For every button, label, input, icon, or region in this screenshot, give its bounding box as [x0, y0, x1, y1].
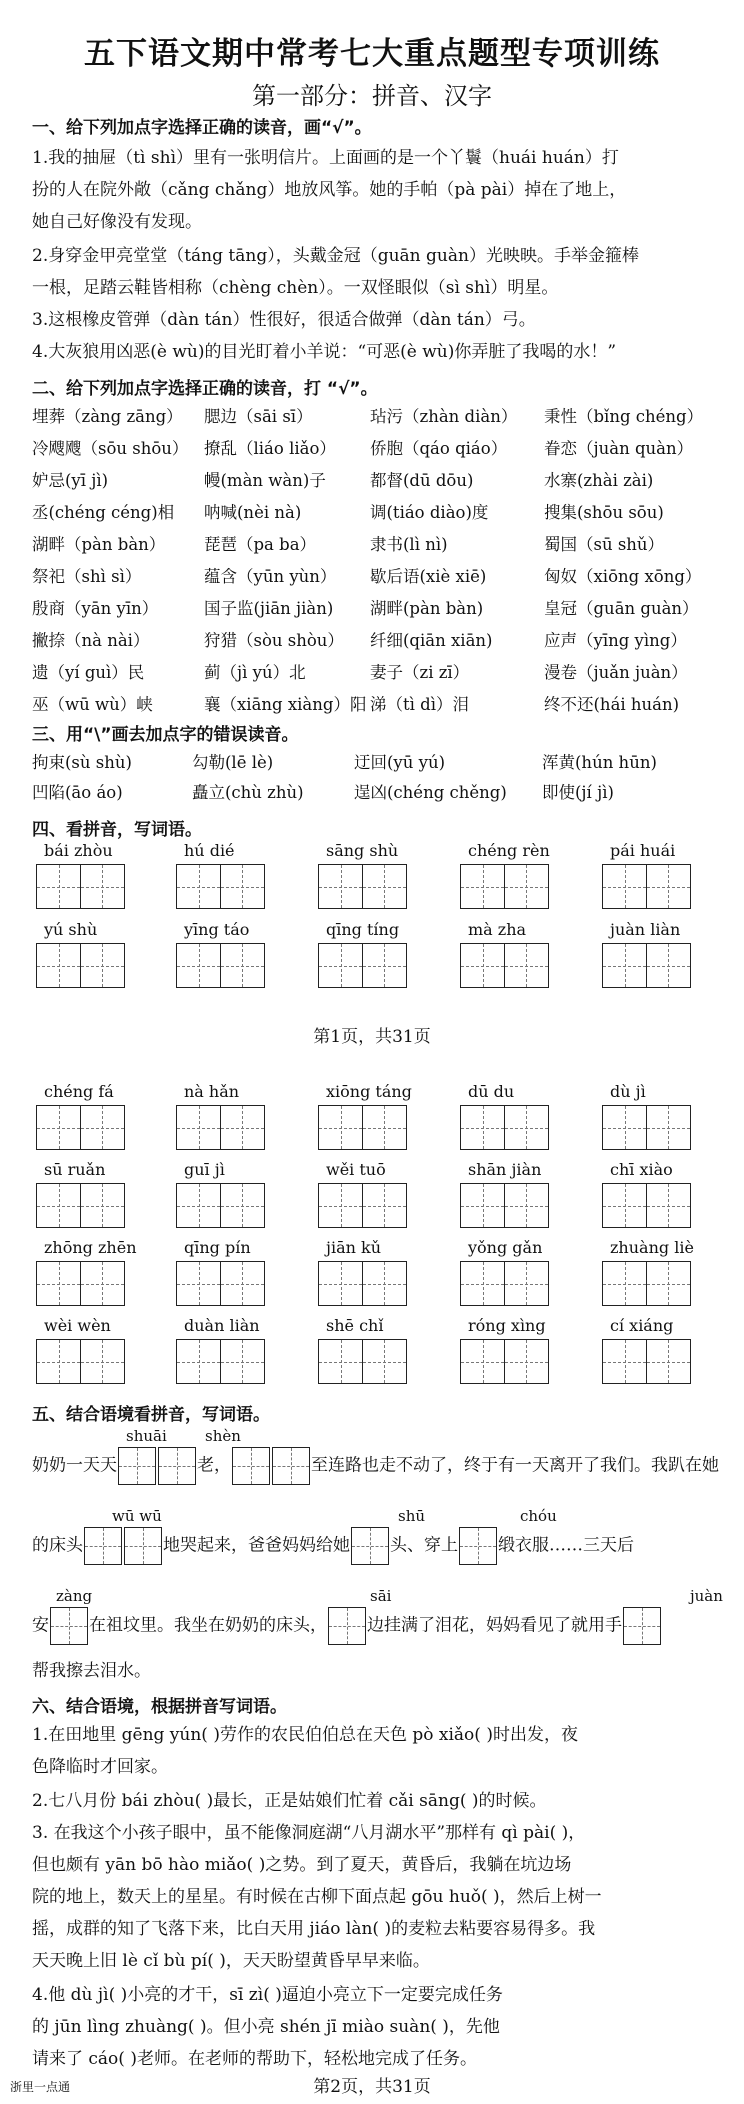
pinyin-label: chóu	[520, 1507, 557, 1525]
write-box[interactable]	[50, 1607, 88, 1645]
table-row	[32, 626, 722, 656]
section-1-heading: 一、给下列加点字选择正确的读音，画“√”。	[32, 118, 372, 138]
table-cell[interactable]: 撩乱（liáo liǎo）	[204, 439, 336, 458]
write-box[interactable]	[504, 1261, 549, 1306]
pinyin-label: chéng fá	[44, 1082, 114, 1101]
write-box[interactable]	[362, 943, 407, 988]
write-box[interactable]	[36, 943, 81, 988]
table-cell[interactable]: 应声（yīng yìng）	[544, 631, 687, 650]
character-box-pair	[318, 1339, 407, 1384]
table-row	[32, 530, 722, 560]
write-box[interactable]	[460, 943, 505, 988]
pinyin-label: yú shù	[44, 920, 98, 939]
section-6-line: 天天晚上旧 lè cǐ bù pí( )，天天盼望黄昏早早来临。	[32, 1951, 430, 1971]
write-box[interactable]	[460, 1183, 505, 1228]
pinyin-label: pái huái	[610, 841, 676, 860]
context-text: 奶奶一天天	[32, 1455, 117, 1476]
character-box-pair	[176, 1105, 265, 1150]
table-row	[32, 402, 722, 432]
section-6-line: 请来了 cáo( )老师。在老师的帮助下，轻松地完成了任务。	[32, 2049, 477, 2069]
pinyin-label: juàn	[690, 1587, 723, 1605]
section-6-line: 1.在田地里 gēng yún( )劳作的农民伯伯总在天色 pò xiǎo( )时出发，夜	[32, 1725, 578, 1745]
character-box-pair	[176, 1183, 265, 1228]
table-cell[interactable]: 搜集(shōu sōu)	[544, 503, 664, 522]
character-box-pair	[318, 943, 407, 988]
pinyin-label: yǒng gǎn	[468, 1238, 543, 1257]
pinyin-label: qīng tíng	[326, 920, 400, 939]
pinyin-label: dù jì	[610, 1082, 646, 1101]
table-cell[interactable]: 凹陷(āo áo)	[32, 783, 123, 802]
character-box-pair	[176, 1261, 265, 1306]
table-cell[interactable]: 侨胞（qáo qiáo）	[370, 439, 508, 458]
write-box[interactable]	[646, 1261, 691, 1306]
table-cell[interactable]: 匈奴（xiōng xōng）	[544, 567, 702, 586]
write-box[interactable]	[646, 1105, 691, 1150]
write-box[interactable]	[232, 1447, 270, 1485]
character-box-pair	[602, 943, 691, 988]
write-box[interactable]	[220, 943, 265, 988]
table-cell[interactable]: 拘束(sù shù)	[32, 753, 132, 772]
section-2-heading: 二、给下列加点字选择正确的读音，打 “√”。	[32, 379, 378, 399]
table-cell[interactable]: 国子监(jiān jiàn)	[204, 599, 334, 618]
write-box[interactable]	[118, 1447, 156, 1485]
write-box[interactable]	[362, 1105, 407, 1150]
character-box-pair	[176, 943, 265, 988]
write-box[interactable]	[36, 864, 81, 909]
table-cell[interactable]: 呐喊(nèi nà)	[204, 503, 302, 522]
table-cell[interactable]: 纤细(qiān xiān)	[370, 631, 493, 650]
table-cell[interactable]: 妒忌(yī jì)	[32, 471, 109, 490]
context-text: 安	[32, 1615, 49, 1636]
table-cell[interactable]: 迂回(yū yú)	[354, 753, 446, 772]
write-box[interactable]	[318, 1261, 363, 1306]
pinyin-label: sāng shù	[326, 841, 399, 860]
pinyin-label: bái zhòu	[44, 841, 113, 860]
write-box[interactable]	[318, 943, 363, 988]
write-box[interactable]	[80, 1261, 125, 1306]
write-box[interactable]	[602, 1183, 647, 1228]
table-cell[interactable]: 逞凶(chéng chěng)	[354, 783, 507, 802]
table-cell[interactable]: 水寨(zhài zài)	[544, 471, 654, 490]
page-title: 五下语文期中常考七大重点题型专项训练	[84, 36, 660, 72]
table-cell[interactable]: 涕（tì dì）泪	[370, 695, 469, 714]
write-box[interactable]	[602, 1105, 647, 1150]
section-6-line: 但也颇有 yān bō hào miǎo( )之势。到了夏天，黄昏后，我躺在坑边场	[32, 1855, 572, 1875]
character-box-pair	[318, 864, 407, 909]
section-1-line: 她自己好像没有发现。	[32, 212, 202, 232]
table-cell[interactable]: 丞(chéng céng)相	[32, 503, 175, 522]
pinyin-label: zàng	[56, 1587, 93, 1605]
write-box[interactable]	[220, 1339, 265, 1384]
write-box[interactable]	[646, 943, 691, 988]
write-box[interactable]	[80, 1339, 125, 1384]
pinyin-label: nà hǎn	[184, 1082, 240, 1101]
section-6-line: 色降临时才回家。	[32, 1757, 168, 1777]
character-box-pair	[36, 1339, 125, 1384]
table-row	[32, 748, 722, 778]
pinyin-label: dū du	[468, 1082, 515, 1101]
pinyin-label: róng xìng	[468, 1316, 546, 1335]
table-cell[interactable]: 琵琶（pa ba）	[204, 535, 317, 554]
context-text: 在祖坟里。我坐在奶奶的床头，	[89, 1615, 327, 1636]
pinyin-label: zhōng zhēn	[44, 1238, 137, 1257]
table-cell[interactable]: 殷商（yān yīn）	[32, 599, 159, 618]
pinyin-label: shuāi	[126, 1427, 167, 1445]
pinyin-label: qīng pín	[184, 1238, 251, 1257]
page-2	[0, 1060, 744, 2104]
write-box[interactable]	[176, 943, 221, 988]
table-cell[interactable]: 蓟（jì yú）北	[204, 663, 306, 682]
table-cell[interactable]: 秉性（bǐng chéng）	[544, 407, 704, 426]
table-cell[interactable]: 眷恋（juàn quàn）	[544, 439, 694, 458]
table-cell[interactable]: 妻子（zi zī）	[370, 663, 470, 682]
pinyin-label: hú dié	[184, 841, 235, 860]
table-row	[32, 778, 722, 808]
character-box-pair	[602, 1105, 691, 1150]
write-box[interactable]	[351, 1527, 389, 1565]
write-box[interactable]	[176, 1183, 221, 1228]
write-box[interactable]	[602, 864, 647, 909]
section-6-line: 的 jūn lìng zhuàng( )。但小亮 shén jī miào suàn( )，先他	[32, 2017, 500, 2037]
pinyin-label: cí xiáng	[610, 1316, 674, 1335]
pinyin-label: xiōng táng	[326, 1082, 412, 1101]
table-cell[interactable]: 漫卷（juǎn juàn）	[544, 663, 688, 682]
pinyin-label: shū	[398, 1507, 426, 1525]
character-box-pair	[36, 864, 125, 909]
section-1-line: 一根，足踏云鞋皆相称（chèng chèn）。一双怪眼似（sì shì）明星。	[32, 278, 559, 298]
section-6-line: 院的地上，数天上的星星。有时候在古柳下面点起 gōu huǒ( )，然后上树一	[32, 1887, 602, 1907]
write-box[interactable]	[460, 1261, 505, 1306]
write-box[interactable]	[362, 1261, 407, 1306]
character-box-pair	[460, 1261, 549, 1306]
context-text: 缎衣服……三天后	[498, 1535, 634, 1556]
section-6-line: 2.七八月份 bái zhòu( )最长，正是姑娘们忙着 cǎi sāng( )的时候。	[32, 1791, 547, 1811]
write-box[interactable]	[176, 864, 221, 909]
write-box[interactable]	[158, 1447, 196, 1485]
section-1-line: 1.我的抽屉（tì shì）里有一张明信片。上面画的是一个丫鬟（huái huán）打	[32, 148, 619, 168]
section-4-heading: 四、看拼音，写词语。	[32, 820, 202, 840]
pinyin-label: sū ruǎn	[44, 1160, 106, 1179]
character-box-pair	[460, 943, 549, 988]
section-6-line: 4.他 dù jì( )小亮的才干，sī zì( )逼迫小亮立下一定要完成任务	[32, 1985, 503, 2005]
page-footer: 第2页，共31页	[313, 2077, 431, 2097]
table-cell[interactable]: 勾勒(lē lè)	[192, 753, 274, 772]
write-box[interactable]	[602, 1261, 647, 1306]
write-box[interactable]	[362, 864, 407, 909]
write-box[interactable]	[646, 864, 691, 909]
write-box[interactable]	[36, 1183, 81, 1228]
pinyin-label: jiān kǔ	[326, 1238, 382, 1257]
table-row	[32, 434, 722, 464]
character-box-pair	[36, 1105, 125, 1150]
write-box[interactable]	[646, 1183, 691, 1228]
write-box[interactable]	[80, 864, 125, 909]
write-box[interactable]	[504, 1183, 549, 1228]
write-box[interactable]	[80, 943, 125, 988]
table-cell[interactable]: 蕴含（yūn yùn）	[204, 567, 337, 586]
write-box[interactable]	[176, 1339, 221, 1384]
pinyin-label: shān jiàn	[468, 1160, 542, 1179]
context-line-2	[32, 1527, 634, 1565]
write-box[interactable]	[220, 1261, 265, 1306]
section-6-line: 摇，成群的知了飞落下来，比白天用 jiáo làn( )的麦粒去粘要容易得多。我	[32, 1919, 596, 1939]
section-6-heading: 六、结合语境，根据拼音写词语。	[32, 1697, 287, 1717]
pinyin-label: guī jì	[184, 1160, 225, 1179]
pinyin-label: yīng táo	[184, 920, 250, 939]
character-box-pair	[36, 1261, 125, 1306]
write-box[interactable]	[362, 1183, 407, 1228]
table-cell[interactable]: 襄（xiāng xiàng）阳	[204, 695, 367, 714]
character-box-pair	[460, 1339, 549, 1384]
write-box[interactable]	[460, 864, 505, 909]
section-1-line: 2.身穿金甲亮堂堂（táng tāng），头戴金冠（guān guàn）光映映。手举金箍棒	[32, 246, 639, 266]
table-cell[interactable]: 浑黄(hún hūn)	[542, 753, 657, 772]
table-row	[32, 594, 722, 624]
write-box[interactable]	[602, 943, 647, 988]
character-box-pair	[460, 1105, 549, 1150]
section-1-line: 3.这根橡皮管弹（dàn tán）性很好，很适合做弹（dàn tán）弓。	[32, 310, 536, 330]
write-box[interactable]	[623, 1607, 661, 1645]
table-cell[interactable]: 隶书(lì nì)	[370, 535, 448, 554]
table-row	[32, 562, 722, 592]
table-cell[interactable]: 即使(jí jì)	[542, 783, 614, 802]
table-cell[interactable]: 都督(dū dōu)	[370, 471, 474, 490]
character-box-pair	[36, 1183, 125, 1228]
section-1-line: 4.大灰狼用凶恶(è wù)的目光盯着小羊说：“可恶(è wù)你弄脏了我喝的水！”	[32, 342, 617, 362]
pinyin-label: shèn	[205, 1427, 241, 1445]
write-box[interactable]	[272, 1447, 310, 1485]
table-cell[interactable]: 玷污（zhàn diàn）	[370, 407, 518, 426]
write-box[interactable]	[80, 1183, 125, 1228]
write-box[interactable]	[84, 1527, 122, 1565]
write-box[interactable]	[504, 1105, 549, 1150]
character-box-pair	[602, 1261, 691, 1306]
character-box-pair	[460, 1183, 549, 1228]
write-box[interactable]	[318, 1183, 363, 1228]
write-box[interactable]	[176, 1105, 221, 1150]
write-box[interactable]	[80, 1105, 125, 1150]
section-3-heading: 三、用“\”画去加点字的错误读音。	[32, 725, 299, 745]
write-box[interactable]	[602, 1339, 647, 1384]
context-line-1	[32, 1447, 719, 1485]
table-cell[interactable]: 湖畔（pàn bàn）	[32, 535, 166, 554]
context-text: 至连路也走不动了，终于有一天离开了我们。我趴在她	[311, 1455, 719, 1476]
character-box-pair	[602, 1339, 691, 1384]
table-cell[interactable]: 狩猎（sòu shòu）	[204, 631, 344, 650]
pinyin-label: wèi wèn	[44, 1316, 111, 1335]
write-box[interactable]	[318, 1339, 363, 1384]
write-box[interactable]	[504, 1339, 549, 1384]
write-box[interactable]	[36, 1105, 81, 1150]
corner-note: 浙里一点通	[10, 2080, 71, 2094]
context-text: 的床头	[32, 1535, 83, 1556]
pinyin-label: mà zha	[468, 920, 527, 939]
table-row	[32, 466, 722, 496]
table-cell[interactable]: 腮边（sāi sī）	[204, 407, 313, 426]
table-cell[interactable]: 调(tiáo diào)度	[370, 503, 489, 522]
table-row	[32, 690, 722, 720]
write-box[interactable]	[220, 864, 265, 909]
context-text: 地哭起来，爸爸妈妈给她	[163, 1535, 350, 1556]
write-box[interactable]	[328, 1607, 366, 1645]
table-cell[interactable]: 湖畔(pàn bàn)	[370, 599, 484, 618]
character-box-pair	[36, 943, 125, 988]
pinyin-label: duàn liàn	[184, 1316, 260, 1335]
character-box-pair	[602, 864, 691, 909]
write-box[interactable]	[318, 864, 363, 909]
character-box-pair	[176, 1339, 265, 1384]
pinyin-label: chéng rèn	[468, 841, 550, 860]
write-box[interactable]	[318, 1105, 363, 1150]
table-row	[32, 498, 722, 528]
table-cell[interactable]: 幔(màn wàn)子	[204, 471, 326, 490]
write-box[interactable]	[36, 1261, 81, 1306]
page-footer: 第1页，共31页	[313, 1027, 431, 1047]
context-text: 头、穿上	[390, 1535, 458, 1556]
character-box-pair	[318, 1105, 407, 1150]
table-cell[interactable]: 撇捺（nà nài）	[32, 631, 150, 650]
write-box[interactable]	[124, 1527, 162, 1565]
context-line-4: 帮我擦去泪水。	[32, 1661, 151, 1681]
table-cell[interactable]: 遗（yí guì）民	[32, 663, 145, 682]
write-box[interactable]	[459, 1527, 497, 1565]
pinyin-label: zhuàng liè	[610, 1238, 694, 1257]
table-cell[interactable]: 埋葬（zàng zāng）	[32, 407, 183, 426]
write-box[interactable]	[220, 1105, 265, 1150]
write-box[interactable]	[504, 943, 549, 988]
page-subtitle: 第一部分：拼音、汉字	[252, 82, 492, 110]
character-box-pair	[460, 864, 549, 909]
pinyin-label: wěi tuō	[326, 1160, 386, 1179]
write-box[interactable]	[460, 1105, 505, 1150]
section-1-line: 扮的人在院外敞（cǎng chǎng）地放风筝。她的手帕（pà pài）掉在了地上，	[32, 180, 627, 200]
table-cell[interactable]: 皇冠（guān guàn）	[544, 599, 699, 618]
context-line-3	[32, 1607, 662, 1645]
table-cell[interactable]: 冷飕飕（sōu shōu）	[32, 439, 189, 458]
section-6-line: 3. 在我这个小孩子眼中，虽不能像洞庭湖“八月湖水平”那样有 qì pài( )，	[32, 1823, 586, 1843]
write-box[interactable]	[460, 1339, 505, 1384]
write-box[interactable]	[362, 1339, 407, 1384]
pinyin-label: sāi	[370, 1587, 392, 1605]
write-box[interactable]	[220, 1183, 265, 1228]
pinyin-label: shē chǐ	[326, 1316, 384, 1335]
table-cell[interactable]: 终不还(hái huán)	[544, 695, 680, 714]
pinyin-label: juàn liàn	[610, 920, 681, 939]
table-cell[interactable]: 蜀国（sū shǔ）	[544, 535, 665, 554]
write-box[interactable]	[646, 1339, 691, 1384]
write-box[interactable]	[176, 1261, 221, 1306]
section-5-heading: 五、结合语境看拼音，写词语。	[32, 1405, 270, 1425]
table-cell[interactable]: 矗立(chù zhù)	[192, 783, 304, 802]
character-box-pair	[318, 1183, 407, 1228]
table-cell[interactable]: 祭祀（shì sì）	[32, 567, 142, 586]
pinyin-label: wū wū	[112, 1507, 162, 1525]
pinyin-label: chī xiào	[610, 1160, 673, 1179]
character-box-pair	[318, 1261, 407, 1306]
character-box-pair	[602, 1183, 691, 1228]
table-row	[32, 658, 722, 688]
table-cell[interactable]: 歇后语(xiè xiē)	[370, 567, 487, 586]
write-box[interactable]	[36, 1339, 81, 1384]
character-box-pair	[176, 864, 265, 909]
table-cell[interactable]: 巫（wū wù）峡	[32, 695, 153, 714]
context-text: 边挂满了泪花，妈妈看见了就用手	[367, 1615, 622, 1636]
context-text: 老，	[197, 1455, 231, 1476]
write-box[interactable]	[504, 864, 549, 909]
